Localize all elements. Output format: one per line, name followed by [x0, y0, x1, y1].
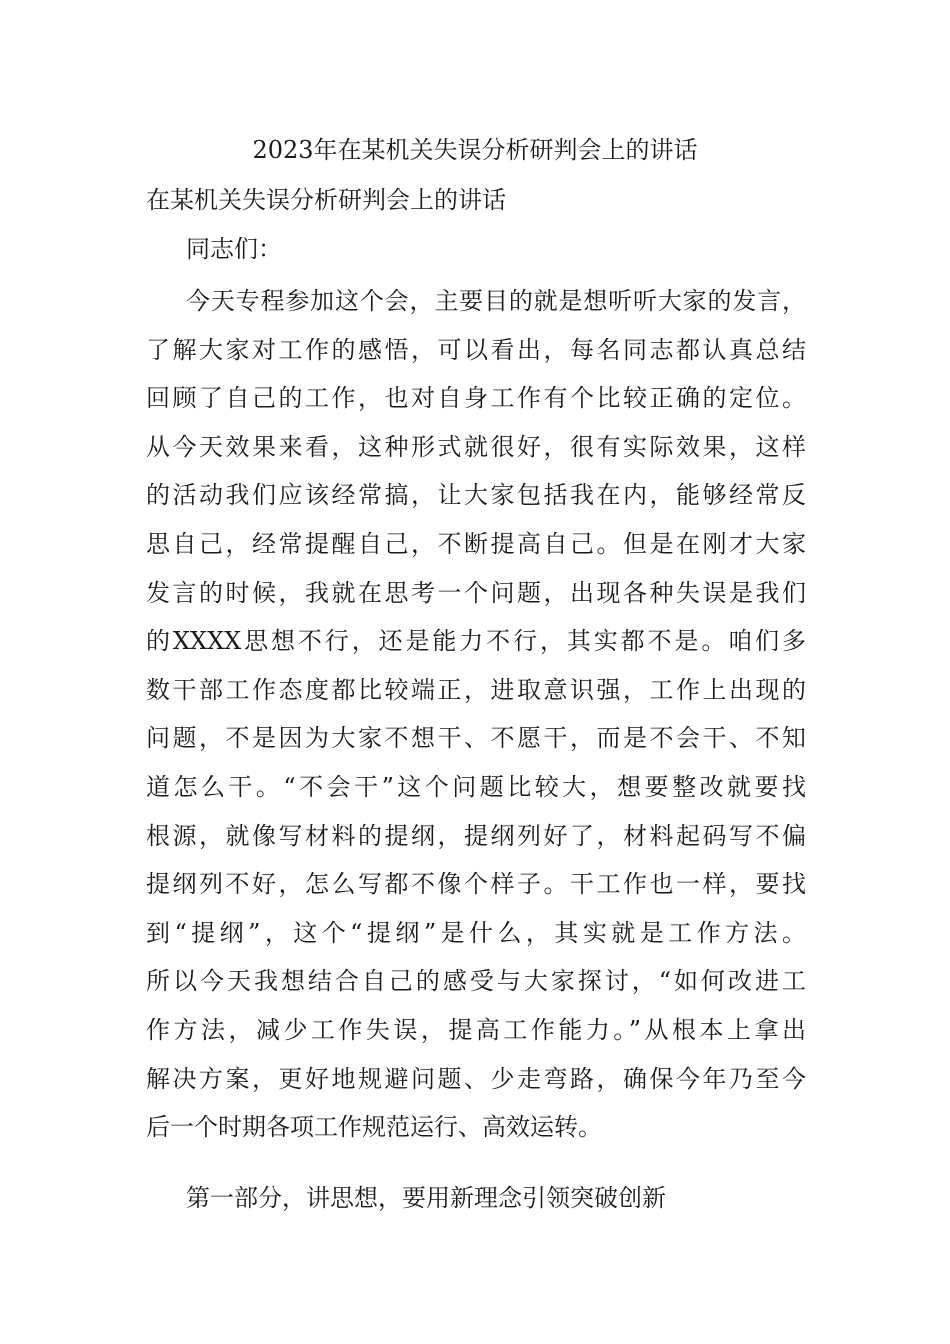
paragraph-line: 今天专程参加这个会，主要目的就是想听听大家的发言，: [186, 287, 806, 315]
paragraph-line: 提纲列不好，怎么写都不像个样子。干工作也一样，要找: [146, 870, 806, 899]
paragraph-line: 解决方案，更好地规避问题、少走弯路，确保今年乃至今: [146, 1064, 806, 1093]
paragraph-line: 发言的时候，我就在思考一个问题，出现各种失误是我们: [146, 578, 806, 607]
paragraph-line: 道怎么干。“不会干”这个问题比较大，想要整改就要找: [146, 772, 806, 801]
paragraph-line: 了解大家对工作的感悟，可以看出，每名同志都认真总结: [146, 335, 806, 364]
document-subtitle: 在某机关失误分析研判会上的讲话: [146, 186, 506, 214]
section-heading: 第一部分，讲思想，要用新理念引领突破创新: [186, 1184, 666, 1212]
paragraph-line: 数干部工作态度都比较端正，进取意识强，工作上出现的: [146, 675, 806, 704]
paragraph-line: 的活动我们应该经常搞，让大家包括我在内，能够经常反: [146, 481, 806, 510]
paragraph-line: 回顾了自己的工作，也对自身工作有个比较正确的定位。: [146, 384, 806, 413]
paragraph-line: 的XXXX思想不行，还是能力不行，其实都不是。咱们多: [146, 627, 806, 656]
paragraph-line: 从今天效果来看，这种形式就很好，很有实际效果，这样: [146, 432, 806, 461]
paragraph-line: 到“提纲”，这个“提纲”是什么，其实就是工作方法。: [146, 918, 806, 947]
paragraph-line: 后一个时期各项工作规范运行、高效运转。: [146, 1113, 602, 1142]
paragraph-line: 思自己，经常提醒自己，不断提高自己。但是在刚才大家: [146, 529, 806, 558]
paragraph-line: 作方法，减少工作失误，提高工作能力。”从根本上拿出: [146, 1015, 806, 1044]
body-paragraph: [146, 277, 806, 1152]
paragraph-line: 问题，不是因为大家不想干、不愿干，而是不会干、不知: [146, 724, 806, 753]
paragraph-line: 根源，就像写材料的提纲，提纲列好了，材料起码写不偏: [146, 821, 806, 850]
salutation: 同志们：: [186, 235, 282, 263]
document-title: 2023年在某机关失误分析研判会上的讲话: [252, 136, 698, 164]
paragraph-line: 所以今天我想结合自己的感受与大家探讨，“如何改进工: [146, 967, 806, 996]
